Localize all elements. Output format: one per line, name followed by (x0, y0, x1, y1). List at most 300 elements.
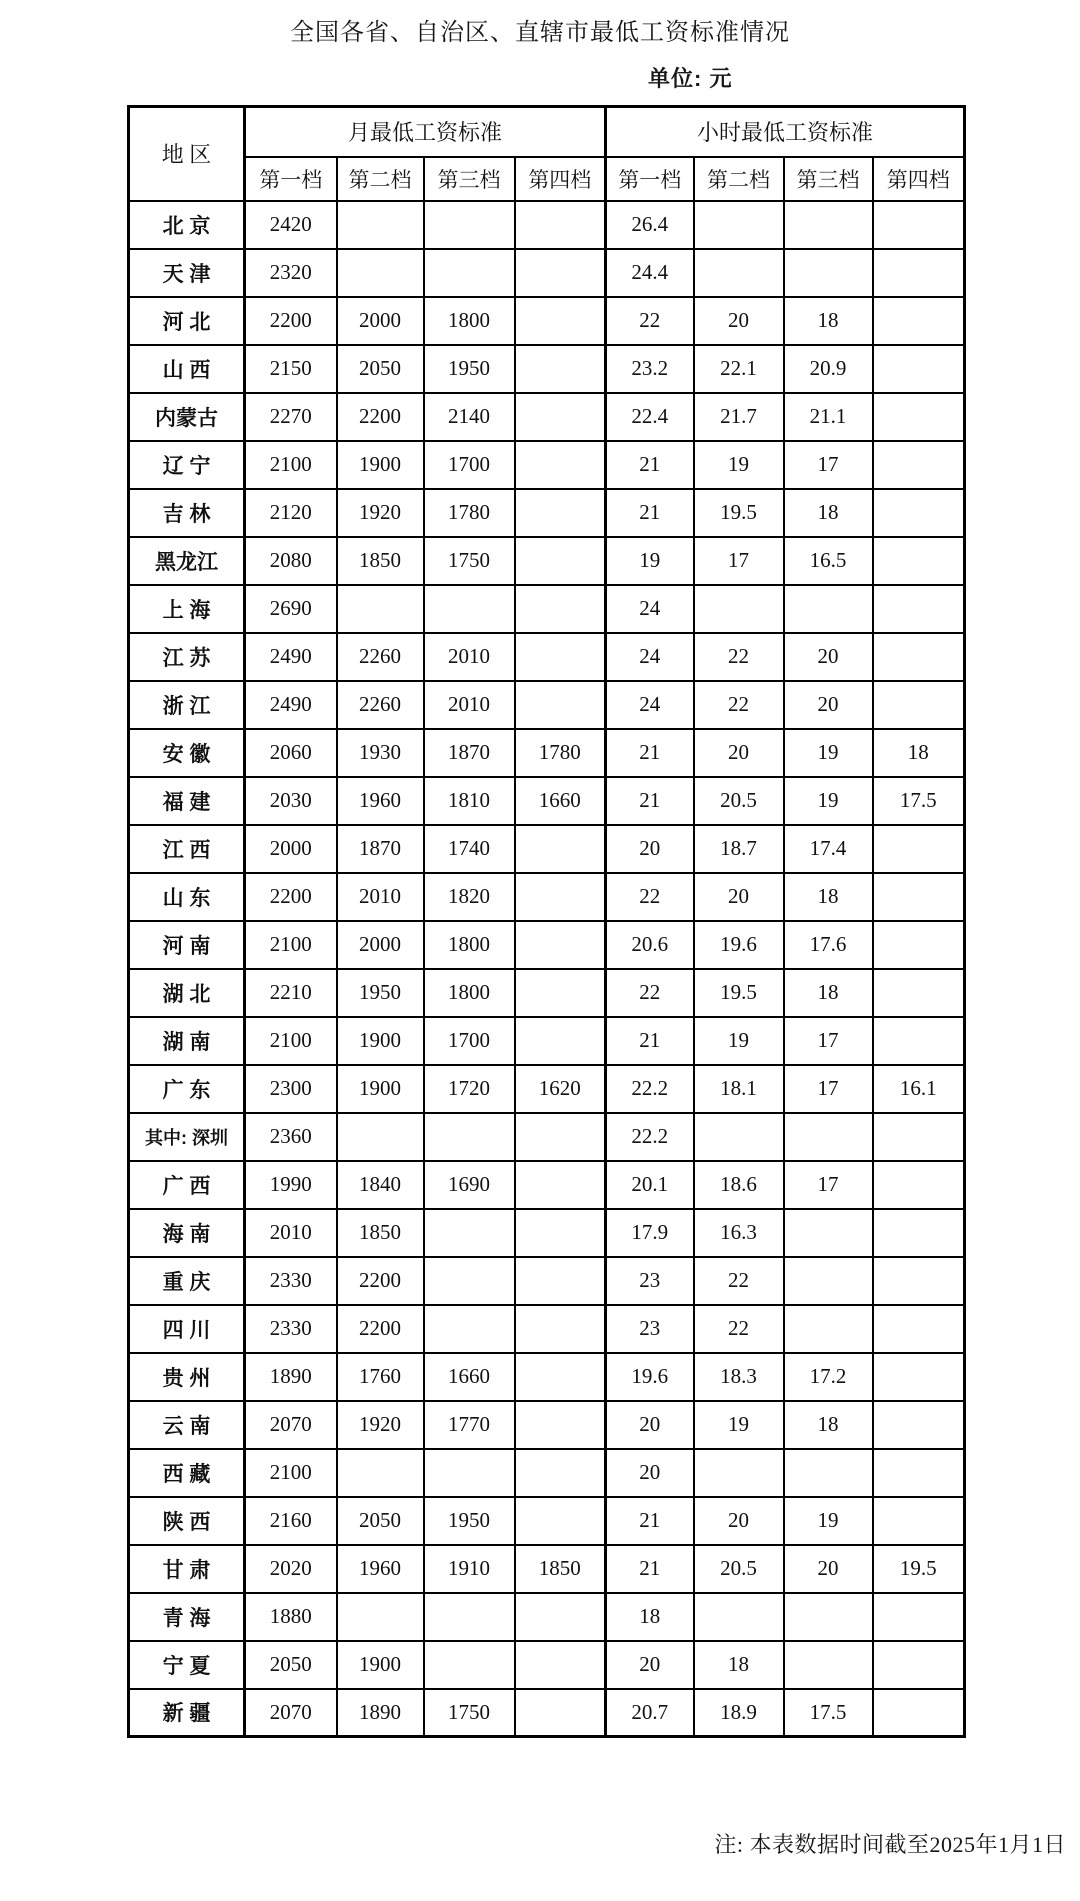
hour-value-cell (873, 1209, 965, 1257)
header-month-tier-1: 第一档 (245, 157, 337, 201)
region-cell: 北 京 (129, 201, 245, 249)
month-value-cell: 1660 (424, 1353, 515, 1401)
hour-value-cell (694, 1113, 784, 1161)
hour-value-cell (873, 1497, 965, 1545)
table-row (129, 873, 965, 921)
month-value-cell: 2200 (245, 297, 337, 345)
footnote: 注: 本表数据时间截至2025年1月1日 (714, 1832, 1066, 1857)
hour-value-cell: 19.6 (606, 1353, 694, 1401)
hour-value-cell: 17.6 (784, 921, 873, 969)
hour-value-cell: 18 (694, 1641, 784, 1689)
month-value-cell (424, 585, 515, 633)
table-row (129, 585, 965, 633)
month-value-cell: 2260 (337, 681, 424, 729)
month-value-cell: 2360 (245, 1113, 337, 1161)
region-cell: 吉 林 (129, 489, 245, 537)
month-value-cell (515, 1257, 606, 1305)
month-value-cell (424, 201, 515, 249)
hour-value-cell: 18.6 (694, 1161, 784, 1209)
header-month-tier-4: 第四档 (515, 157, 606, 201)
month-value-cell: 1780 (424, 489, 515, 537)
month-value-cell: 1920 (337, 489, 424, 537)
hour-value-cell: 22 (694, 633, 784, 681)
hour-value-cell: 17.5 (873, 777, 965, 825)
month-value-cell: 1950 (337, 969, 424, 1017)
month-value-cell: 2000 (337, 297, 424, 345)
hour-value-cell (873, 585, 965, 633)
hour-value-cell: 24 (606, 681, 694, 729)
month-value-cell (515, 489, 606, 537)
month-value-cell: 1820 (424, 873, 515, 921)
hour-value-cell (873, 1161, 965, 1209)
hour-value-cell: 20 (784, 633, 873, 681)
month-value-cell: 1700 (424, 441, 515, 489)
month-value-cell (424, 1593, 515, 1641)
hour-value-cell: 17 (784, 1161, 873, 1209)
month-value-cell: 1900 (337, 441, 424, 489)
month-value-cell: 1930 (337, 729, 424, 777)
header-month-tier-3: 第三档 (424, 157, 515, 201)
month-value-cell: 1990 (245, 1161, 337, 1209)
region-cell: 山 西 (129, 345, 245, 393)
header-region: 地 区 (129, 107, 245, 201)
hour-value-cell: 19 (606, 537, 694, 585)
hour-value-cell: 20.7 (606, 1689, 694, 1737)
table-row (129, 1209, 965, 1257)
month-value-cell: 2330 (245, 1305, 337, 1353)
table-row (129, 1113, 965, 1161)
hour-value-cell: 21 (606, 1545, 694, 1593)
month-value-cell (515, 1449, 606, 1497)
hour-value-cell: 21.7 (694, 393, 784, 441)
hour-value-cell: 16.3 (694, 1209, 784, 1257)
hour-value-cell: 20 (606, 1401, 694, 1449)
hour-value-cell: 20 (606, 1641, 694, 1689)
region-cell: 安 徽 (129, 729, 245, 777)
hour-value-cell: 19 (694, 1401, 784, 1449)
hour-value-cell: 19.5 (694, 969, 784, 1017)
month-value-cell: 2300 (245, 1065, 337, 1113)
hour-value-cell: 18.1 (694, 1065, 784, 1113)
month-value-cell (515, 345, 606, 393)
hour-value-cell (873, 969, 965, 1017)
hour-value-cell: 17 (694, 537, 784, 585)
hour-value-cell (784, 1209, 873, 1257)
month-value-cell (515, 1161, 606, 1209)
month-value-cell: 1900 (337, 1065, 424, 1113)
month-value-cell (424, 1641, 515, 1689)
region-cell: 重 庆 (129, 1257, 245, 1305)
month-value-cell: 2270 (245, 393, 337, 441)
hour-value-cell (873, 345, 965, 393)
table-body (129, 201, 965, 1737)
hour-value-cell (873, 201, 965, 249)
month-value-cell: 2490 (245, 681, 337, 729)
hour-value-cell: 22 (606, 873, 694, 921)
region-cell: 广 东 (129, 1065, 245, 1113)
month-value-cell: 1810 (424, 777, 515, 825)
hour-value-cell: 21 (606, 729, 694, 777)
hour-value-cell: 17.2 (784, 1353, 873, 1401)
hour-value-cell: 16.1 (873, 1065, 965, 1113)
month-value-cell: 2010 (245, 1209, 337, 1257)
hour-value-cell (873, 1353, 965, 1401)
region-cell: 云 南 (129, 1401, 245, 1449)
month-value-cell (337, 249, 424, 297)
hour-value-cell: 19 (784, 1497, 873, 1545)
hour-value-cell: 24 (606, 585, 694, 633)
month-value-cell: 1620 (515, 1065, 606, 1113)
month-value-cell: 2050 (337, 1497, 424, 1545)
month-value-cell: 1740 (424, 825, 515, 873)
hour-value-cell: 18 (873, 729, 965, 777)
region-cell: 湖 南 (129, 1017, 245, 1065)
month-value-cell: 2320 (245, 249, 337, 297)
header-month-tier-2: 第二档 (337, 157, 424, 201)
table-row (129, 825, 965, 873)
hour-value-cell: 18 (784, 969, 873, 1017)
hour-value-cell (694, 1593, 784, 1641)
month-value-cell: 2060 (245, 729, 337, 777)
month-value-cell: 1720 (424, 1065, 515, 1113)
header-hour-tier-1: 第一档 (606, 157, 694, 201)
hour-value-cell (873, 1113, 965, 1161)
hour-value-cell: 19 (784, 729, 873, 777)
table-row (129, 345, 965, 393)
hour-value-cell (784, 1641, 873, 1689)
table-row (129, 1641, 965, 1689)
month-value-cell: 2100 (245, 1017, 337, 1065)
header-hour-tier-2: 第二档 (694, 157, 784, 201)
month-value-cell (337, 585, 424, 633)
hour-value-cell: 18 (784, 873, 873, 921)
table-row (129, 633, 965, 681)
hour-value-cell (873, 537, 965, 585)
month-value-cell: 1760 (337, 1353, 424, 1401)
hour-value-cell (784, 249, 873, 297)
table-row (129, 1353, 965, 1401)
month-value-cell: 2010 (424, 681, 515, 729)
month-value-cell (515, 633, 606, 681)
month-value-cell (337, 1449, 424, 1497)
region-cell: 福 建 (129, 777, 245, 825)
hour-value-cell: 18.9 (694, 1689, 784, 1737)
hour-value-cell: 19 (784, 777, 873, 825)
region-cell: 湖 北 (129, 969, 245, 1017)
hour-value-cell: 17 (784, 1065, 873, 1113)
month-value-cell (515, 1593, 606, 1641)
month-value-cell (515, 441, 606, 489)
month-value-cell (424, 1305, 515, 1353)
table-row (129, 249, 965, 297)
month-value-cell (515, 1353, 606, 1401)
month-value-cell: 2160 (245, 1497, 337, 1545)
hour-value-cell: 18.7 (694, 825, 784, 873)
month-value-cell: 2070 (245, 1401, 337, 1449)
hour-value-cell (873, 489, 965, 537)
month-value-cell: 1910 (424, 1545, 515, 1593)
hour-value-cell (873, 249, 965, 297)
hour-value-cell: 17 (784, 1017, 873, 1065)
unit-label: 单位: 元 (648, 66, 733, 91)
hour-value-cell: 17 (784, 441, 873, 489)
month-value-cell: 2120 (245, 489, 337, 537)
hour-value-cell: 18 (784, 489, 873, 537)
month-value-cell: 1850 (337, 1209, 424, 1257)
hour-value-cell (784, 1593, 873, 1641)
table-row (129, 1449, 965, 1497)
month-value-cell: 1750 (424, 537, 515, 585)
month-value-cell (337, 1593, 424, 1641)
hour-value-cell: 22 (694, 1257, 784, 1305)
hour-value-cell: 17.9 (606, 1209, 694, 1257)
hour-value-cell: 23.2 (606, 345, 694, 393)
hour-value-cell (873, 1305, 965, 1353)
month-value-cell (515, 1497, 606, 1545)
header-hour-tier-3: 第三档 (784, 157, 873, 201)
month-value-cell: 1880 (245, 1593, 337, 1641)
hour-value-cell: 20.1 (606, 1161, 694, 1209)
month-value-cell (515, 249, 606, 297)
header-hour-section: 小时最低工资标准 (606, 107, 965, 157)
hour-value-cell (784, 201, 873, 249)
table-row (129, 969, 965, 1017)
hour-value-cell: 20 (784, 1545, 873, 1593)
month-value-cell (424, 1209, 515, 1257)
month-value-cell (515, 201, 606, 249)
hour-value-cell: 19.6 (694, 921, 784, 969)
hour-value-cell: 22 (606, 969, 694, 1017)
header-hour-tier-4: 第四档 (873, 157, 965, 201)
table-row (129, 1545, 965, 1593)
table-row (129, 921, 965, 969)
hour-value-cell (873, 1017, 965, 1065)
month-value-cell (515, 1401, 606, 1449)
month-value-cell: 2210 (245, 969, 337, 1017)
region-cell: 宁 夏 (129, 1641, 245, 1689)
section-header-row (129, 107, 965, 157)
hour-value-cell: 21 (606, 777, 694, 825)
hour-value-cell (784, 585, 873, 633)
month-value-cell: 1920 (337, 1401, 424, 1449)
hour-value-cell (784, 1305, 873, 1353)
month-value-cell: 1750 (424, 1689, 515, 1737)
month-value-cell: 1900 (337, 1641, 424, 1689)
month-value-cell (424, 249, 515, 297)
hour-value-cell (873, 873, 965, 921)
month-value-cell: 1840 (337, 1161, 424, 1209)
hour-value-cell: 20.6 (606, 921, 694, 969)
month-value-cell (515, 969, 606, 1017)
month-value-cell (515, 1641, 606, 1689)
month-value-cell: 1890 (337, 1689, 424, 1737)
month-value-cell (515, 681, 606, 729)
table-row (129, 1497, 965, 1545)
hour-value-cell: 16.5 (784, 537, 873, 585)
hour-value-cell (873, 681, 965, 729)
region-cell: 天 津 (129, 249, 245, 297)
region-cell: 甘 肃 (129, 1545, 245, 1593)
month-value-cell (424, 1449, 515, 1497)
month-value-cell: 1690 (424, 1161, 515, 1209)
page-title: 全国各省、自治区、直辖市最低工资标准情况 (290, 20, 790, 46)
month-value-cell: 2030 (245, 777, 337, 825)
month-value-cell: 2330 (245, 1257, 337, 1305)
hour-value-cell: 23 (606, 1305, 694, 1353)
table-row (129, 1257, 965, 1305)
hour-value-cell: 20 (784, 681, 873, 729)
month-value-cell (515, 297, 606, 345)
region-cell: 江 苏 (129, 633, 245, 681)
hour-value-cell (694, 249, 784, 297)
month-value-cell: 1660 (515, 777, 606, 825)
table-row (129, 489, 965, 537)
hour-value-cell (784, 1257, 873, 1305)
hour-value-cell: 19 (694, 1017, 784, 1065)
month-value-cell (515, 1305, 606, 1353)
month-value-cell: 1770 (424, 1401, 515, 1449)
month-value-cell: 2000 (337, 921, 424, 969)
hour-value-cell: 22 (694, 681, 784, 729)
hour-value-cell: 22 (606, 297, 694, 345)
month-value-cell: 1900 (337, 1017, 424, 1065)
month-value-cell: 2420 (245, 201, 337, 249)
table-row (129, 1017, 965, 1065)
hour-value-cell: 18 (784, 297, 873, 345)
month-value-cell: 1870 (337, 825, 424, 873)
month-value-cell (515, 1209, 606, 1257)
hour-value-cell: 18 (606, 1593, 694, 1641)
hour-value-cell: 20 (694, 873, 784, 921)
month-value-cell (515, 1689, 606, 1737)
month-value-cell: 2200 (245, 873, 337, 921)
month-value-cell: 2070 (245, 1689, 337, 1737)
hour-value-cell (873, 393, 965, 441)
month-value-cell (515, 585, 606, 633)
region-cell: 浙 江 (129, 681, 245, 729)
hour-value-cell: 20.5 (694, 1545, 784, 1593)
month-value-cell: 2200 (337, 1305, 424, 1353)
table-row (129, 681, 965, 729)
month-value-cell: 2100 (245, 921, 337, 969)
month-value-cell: 2200 (337, 393, 424, 441)
hour-value-cell: 24.4 (606, 249, 694, 297)
hour-value-cell: 18.3 (694, 1353, 784, 1401)
month-value-cell: 1950 (424, 1497, 515, 1545)
hour-value-cell (694, 585, 784, 633)
hour-value-cell (873, 1689, 965, 1737)
hour-value-cell (873, 1401, 965, 1449)
month-value-cell: 1850 (337, 537, 424, 585)
hour-value-cell: 19.5 (694, 489, 784, 537)
header-month-section: 月最低工资标准 (245, 107, 606, 157)
table-row (129, 441, 965, 489)
hour-value-cell (873, 441, 965, 489)
region-cell: 辽 宁 (129, 441, 245, 489)
month-value-cell: 2150 (245, 345, 337, 393)
month-value-cell (515, 873, 606, 921)
table-row (129, 393, 965, 441)
month-value-cell (424, 1257, 515, 1305)
hour-value-cell: 20 (606, 825, 694, 873)
month-value-cell: 1800 (424, 297, 515, 345)
hour-value-cell: 17.5 (784, 1689, 873, 1737)
hour-value-cell: 24 (606, 633, 694, 681)
month-value-cell: 2260 (337, 633, 424, 681)
hour-value-cell: 21 (606, 441, 694, 489)
month-value-cell (337, 1113, 424, 1161)
month-value-cell: 1700 (424, 1017, 515, 1065)
table-row (129, 1065, 965, 1113)
region-cell: 山 东 (129, 873, 245, 921)
month-value-cell (424, 1113, 515, 1161)
hour-value-cell (873, 297, 965, 345)
month-value-cell: 2100 (245, 441, 337, 489)
region-cell: 西 藏 (129, 1449, 245, 1497)
tier-header-row (129, 157, 965, 201)
region-cell: 江 西 (129, 825, 245, 873)
hour-value-cell: 22.2 (606, 1065, 694, 1113)
month-value-cell: 2010 (337, 873, 424, 921)
table-row (129, 1593, 965, 1641)
region-cell: 黑龙江 (129, 537, 245, 585)
hour-value-cell: 21 (606, 1017, 694, 1065)
table-header (129, 107, 965, 201)
hour-value-cell: 23 (606, 1257, 694, 1305)
hour-value-cell: 20 (694, 297, 784, 345)
region-cell: 新 疆 (129, 1689, 245, 1737)
month-value-cell: 2010 (424, 633, 515, 681)
month-value-cell: 2200 (337, 1257, 424, 1305)
month-value-cell (515, 1017, 606, 1065)
month-value-cell (515, 921, 606, 969)
hour-value-cell (694, 201, 784, 249)
month-value-cell: 2050 (337, 345, 424, 393)
hour-value-cell: 22.4 (606, 393, 694, 441)
month-value-cell: 1960 (337, 1545, 424, 1593)
month-value-cell: 2050 (245, 1641, 337, 1689)
month-value-cell: 2080 (245, 537, 337, 585)
region-cell: 广 西 (129, 1161, 245, 1209)
hour-value-cell: 20 (694, 729, 784, 777)
table-row (129, 1305, 965, 1353)
month-value-cell (515, 393, 606, 441)
region-cell: 河 南 (129, 921, 245, 969)
table-row (129, 297, 965, 345)
hour-value-cell: 20 (694, 1497, 784, 1545)
month-value-cell: 1890 (245, 1353, 337, 1401)
hour-value-cell: 20.5 (694, 777, 784, 825)
region-cell: 河 北 (129, 297, 245, 345)
hour-value-cell: 21.1 (784, 393, 873, 441)
month-value-cell: 1780 (515, 729, 606, 777)
month-value-cell (515, 537, 606, 585)
hour-value-cell (873, 1449, 965, 1497)
hour-value-cell: 20 (606, 1449, 694, 1497)
hour-value-cell: 26.4 (606, 201, 694, 249)
month-value-cell: 1850 (515, 1545, 606, 1593)
table-row (129, 201, 965, 249)
month-value-cell: 1960 (337, 777, 424, 825)
hour-value-cell: 19 (694, 441, 784, 489)
hour-value-cell: 21 (606, 489, 694, 537)
hour-value-cell (873, 1593, 965, 1641)
month-value-cell (515, 825, 606, 873)
month-value-cell: 1800 (424, 921, 515, 969)
hour-value-cell: 19.5 (873, 1545, 965, 1593)
hour-value-cell (694, 1449, 784, 1497)
region-cell: 内蒙古 (129, 393, 245, 441)
